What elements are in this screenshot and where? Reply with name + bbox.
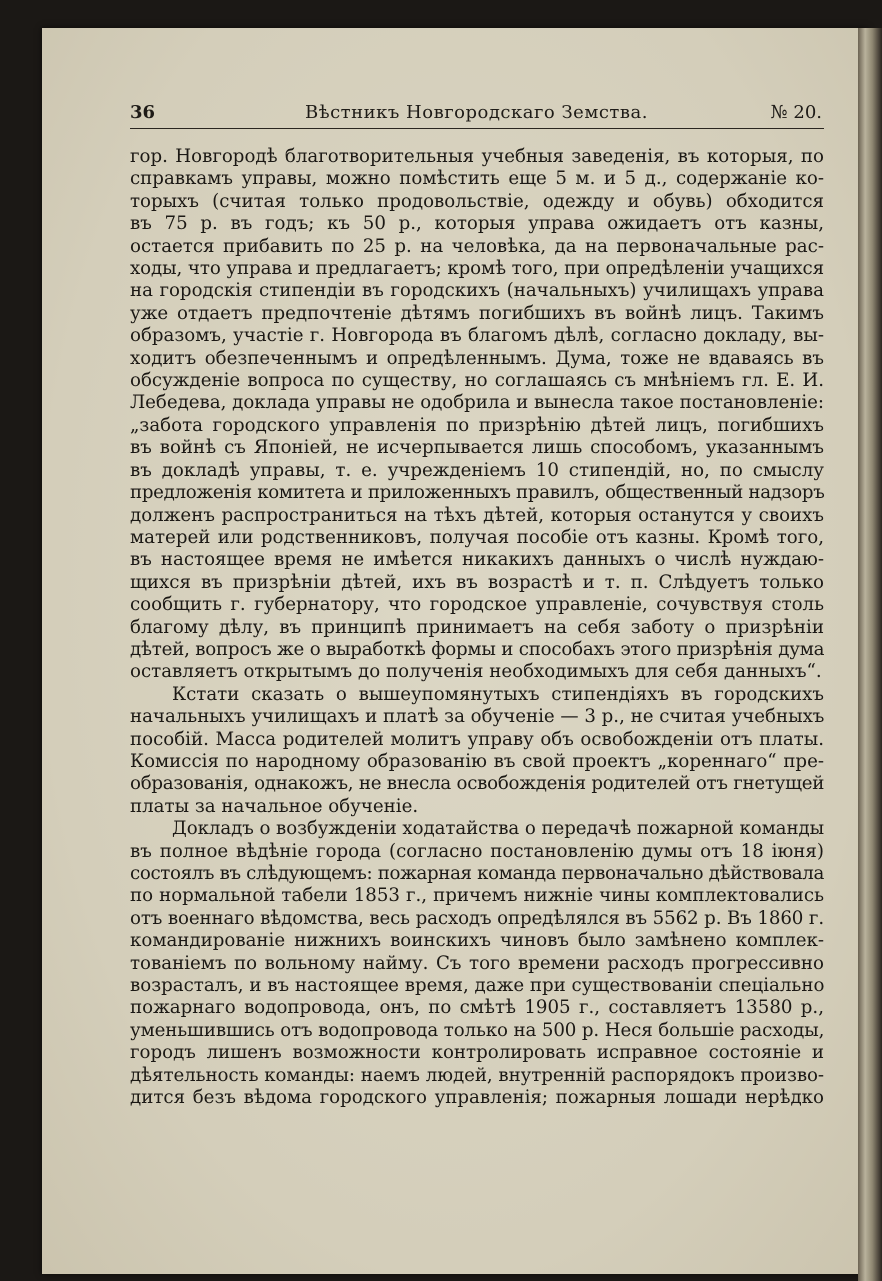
text-line: по нормальной табели 1853 г., причемъ нижніе чины комплектовались bbox=[130, 885, 824, 907]
text-line: образомъ, участіе г. Новгорода въ благомъ дѣлѣ, согласно докладу, вы- bbox=[130, 325, 824, 347]
text-line: дѣтей, вопросъ же о выработкѣ формы и способахъ этого призрѣнія дума bbox=[130, 638, 825, 660]
text-line: состоялъ въ слѣдующемъ: пожарная команда первоначально дѣйствовала bbox=[130, 863, 824, 884]
journal-title: Вѣстникъ Новгородскаго Земства. bbox=[305, 102, 648, 123]
text-line: городъ лишенъ возможности контролировать исправное состояніе и bbox=[130, 1042, 824, 1064]
text-line: щихся въ призрѣніи дѣтей, ихъ въ возрастѣ и т. п. Слѣдуетъ только bbox=[130, 571, 824, 593]
text-line: возрасталъ, и въ настоящее время, даже при существованіи спеціально bbox=[130, 975, 825, 997]
text-line: платы за начальное обученіе. bbox=[130, 795, 419, 817]
book-gutter bbox=[858, 28, 882, 1281]
text-line: тованіемъ по вольному найму. Съ того времени расходъ прогрессивно bbox=[130, 952, 824, 974]
running-head bbox=[130, 98, 822, 128]
text-line: въ докладѣ управы, т. е. учрежденіемъ 10 стипендій, но, по смыслу bbox=[130, 459, 824, 481]
text-line: дѣятельность команды: наемъ людей, внутренній распорядокъ произво- bbox=[130, 1064, 824, 1086]
text-line: въ полное вѣдѣніе города (согласно постановленію думы отъ 18 іюня) bbox=[130, 840, 824, 862]
issue-number: № 20. bbox=[770, 102, 822, 123]
text-line: на городскія стипендіи въ городскихъ (начальныхъ) училищахъ управа bbox=[130, 280, 824, 302]
text-line: въ войнѣ съ Японіей, не исчерпывается лишь способомъ, указаннымъ bbox=[130, 437, 824, 459]
text-line: въ настоящее время не имѣется никакихъ данныхъ о числѣ нуждаю- bbox=[130, 549, 824, 571]
text-line: пособій. Масса родителей молитъ управу объ освобожденіи отъ платы. bbox=[130, 728, 824, 750]
text-line: сообщить г. губернатору, что городское управленіе, сочувствуя столь bbox=[130, 594, 824, 616]
text-line: Лебедева, доклада управы не одобрила и вынесла такое постановленіе: bbox=[130, 392, 824, 414]
text-line: предложенія комитета и приложенныхъ правилъ, общественный надзоръ bbox=[130, 482, 825, 504]
text-line: гор. Новгородѣ благотворительныя учебныя заведенія, въ которыя, по bbox=[130, 146, 824, 167]
text-line: „забота городского управленія по призрѣнію дѣтей лицъ, погибшихъ bbox=[130, 414, 824, 436]
text-line: матерей или родственниковъ, получая пособіе отъ казны. Кромѣ того, bbox=[130, 526, 824, 548]
text-line: отъ военнаго вѣдомства, весь расходъ опредѣлялся въ 5562 р. Въ 1860 г. bbox=[130, 907, 824, 929]
text-line: уже отдаетъ предпочтеніе дѣтямъ погибшихъ въ войнѣ лицъ. Такимъ bbox=[130, 302, 824, 324]
page-number: 36 bbox=[130, 102, 156, 123]
text-line: ходитъ обезпеченнымъ и опредѣленнымъ. Дума, тоже не вдаваясь въ bbox=[130, 347, 824, 369]
text-line: справкамъ управы, можно помѣстить еще 5 м. и 5 д., содержаніе ко- bbox=[130, 168, 824, 190]
text-line: торыхъ (считая только продовольствіе, одежду и обувь) обходится bbox=[130, 190, 824, 212]
text-line: Кстати сказать о вышеупомянутыхъ стипендіяхъ въ городскихъ bbox=[172, 683, 824, 705]
header-rule bbox=[130, 128, 824, 129]
text-line: дится безъ вѣдома городского управленія; пожарныя лошади нерѣдко bbox=[130, 1087, 824, 1109]
text-line: начальныхъ училищахъ и платѣ за обученіе — 3 р., не считая учебныхъ bbox=[130, 706, 825, 728]
text-line: оставляетъ открытымъ до полученія необходимыхъ для себя данныхъ“. bbox=[130, 661, 822, 683]
text-line: долженъ распространиться на тѣхъ дѣтей, которыя останутся у своихъ bbox=[130, 504, 824, 526]
text-line: Комиссія по народному образованію въ свой проектъ „кореннаго“ пре- bbox=[130, 750, 824, 772]
text-line: образованія, однакожъ, не внесла освобожденія родителей отъ гнетущей bbox=[130, 773, 825, 795]
text-line: въ 75 р. въ годъ; къ 50 р., которыя управа ожидаетъ отъ казны, bbox=[130, 213, 824, 235]
text-line: пожарнаго водопровода, онъ, по смѣтѣ 1905 г., составляетъ 13580 р., bbox=[130, 997, 824, 1019]
text-line: командированіе нижнихъ воинскихъ чиновъ было замѣнено комплек- bbox=[130, 930, 824, 952]
text-line: остается прибавить по 25 р. на человѣка, да на первоначальные рас- bbox=[130, 235, 824, 257]
text-line: Докладъ о возбужденіи ходатайства о передачѣ пожарной команды bbox=[172, 818, 824, 840]
text-line: ходы, что управа и предлагаетъ; кромѣ того, при опредѣленіи учащихся bbox=[130, 258, 825, 280]
text-line: уменьшившись отъ водопровода только на 500 р. Неся большіе расходы, bbox=[130, 1019, 825, 1041]
text-line: благому дѣлу, въ принципѣ принимаетъ на себя заботу о призрѣніи bbox=[130, 616, 824, 638]
text-line: обсужденіе вопроса по существу, но соглашаясь съ мнѣніемъ гл. Е. И. bbox=[130, 370, 824, 392]
body-text bbox=[130, 146, 824, 1109]
